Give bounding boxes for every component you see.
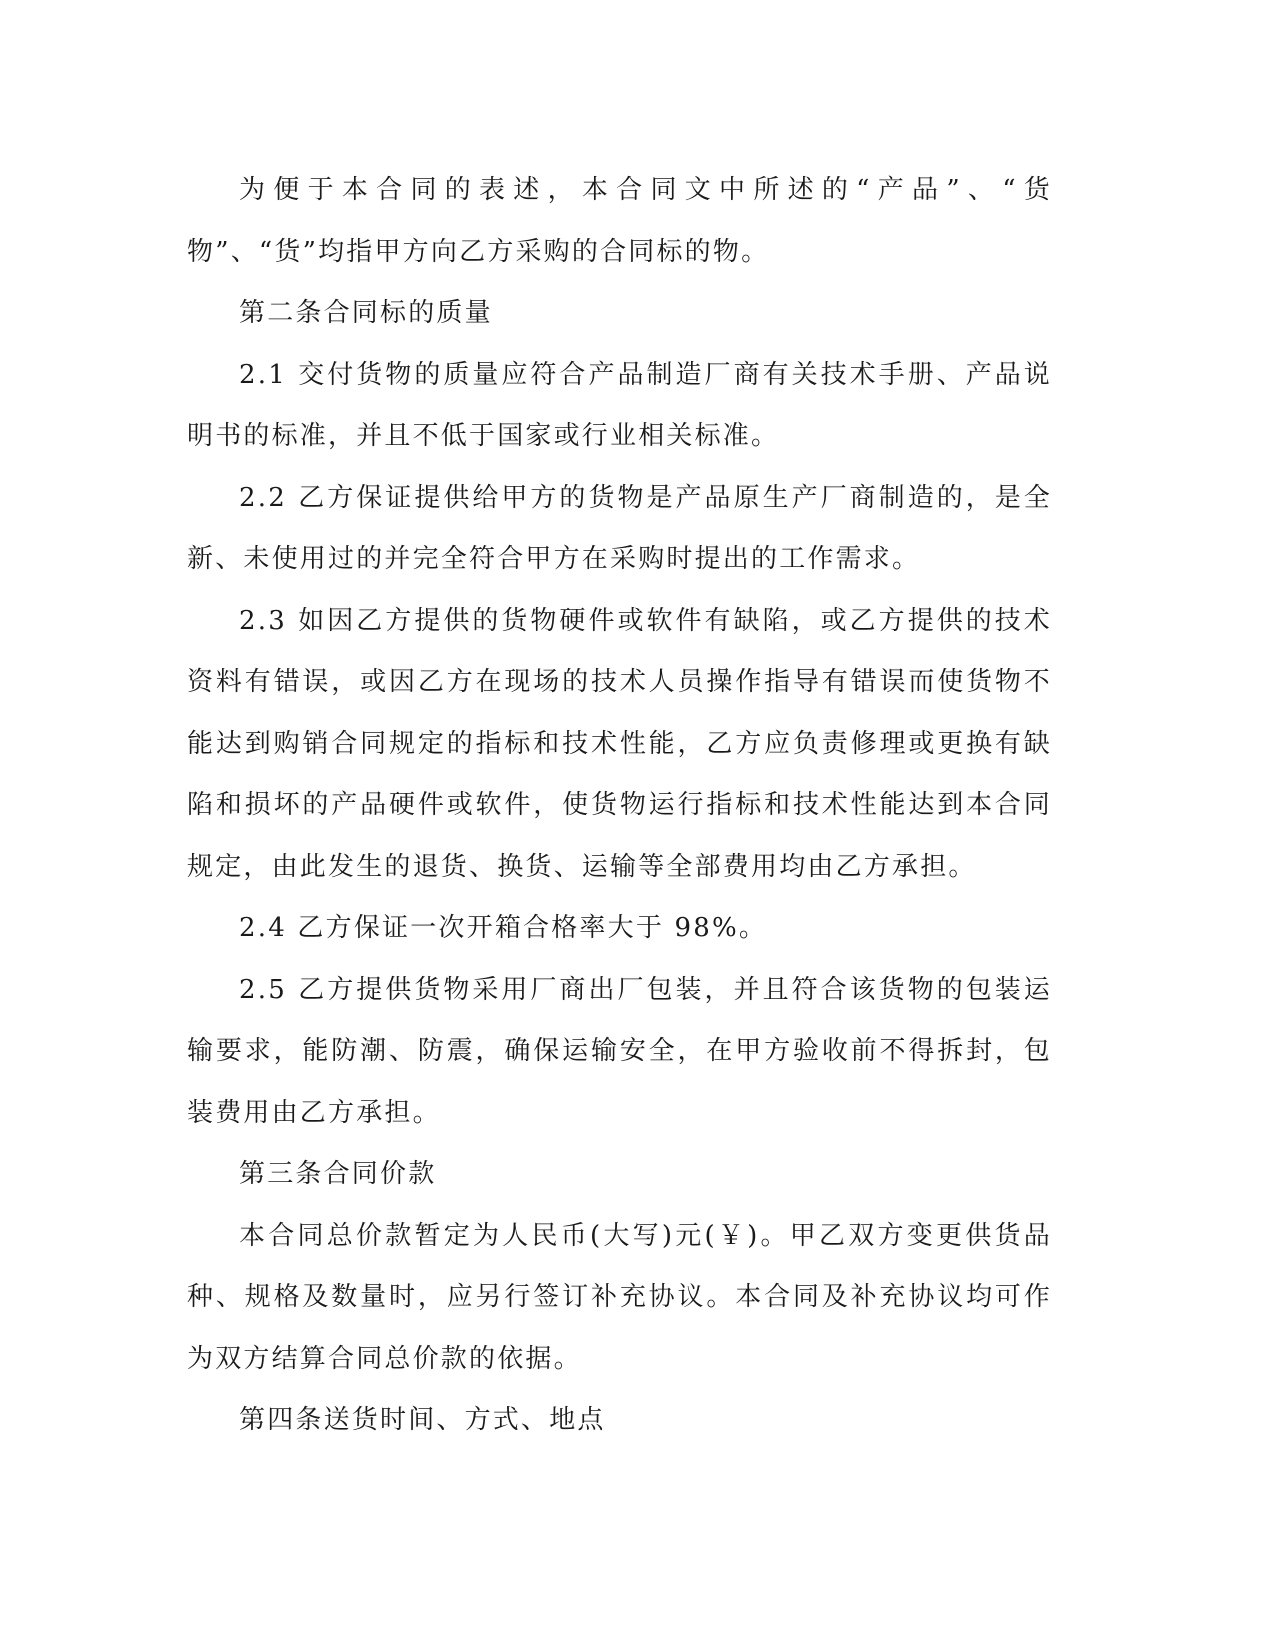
section-heading-article-2: 第二条合同标的质量	[239, 298, 493, 328]
clause-2-3: 2.3 如因乙方提供的货物硬件或软件有缺陷，或乙方提供的技术资料有错误，或因乙方在现场的技术人员操作指导有错误而使货物不能达到购销合同规定的指标和技术性能，乙方应负责修理或更换有缺陷和损坏的产品硬件或软件，使货物运行指标和技术性能达到本合同规定，由此发生的退货、换货、运输等全部费用均由乙方承担。	[187, 605, 1052, 882]
section-heading-article-4: 第四条送货时间、方式、地点	[239, 1405, 606, 1435]
clause-2-2: 2.2 乙方保证提供给甲方的货物是产品原生产厂商制造的，是全新、未使用过的并完全符合甲方在采购时提出的工作需求。	[187, 482, 1052, 574]
paragraph-definition: 为便于本合同的表述，本合同文中所述的“产品”、“货物”、“货”均指甲方向乙方采购的合同标的物。	[187, 175, 1052, 267]
clause-2-4: 2.4 乙方保证一次开箱合格率大于 98%。	[239, 913, 768, 943]
clause-2-1: 2.1 交付货物的质量应符合产品制造厂商有关技术手册、产品说明书的标准，并且不低于国家或行业相关标准。	[187, 359, 1052, 451]
paragraph-contract-price: 本合同总价款暂定为人民币(大写)元(￥)。甲乙双方变更供货品种、规格及数量时，应另行签订补充协议。本合同及补充协议均可作为双方结算合同总价款的依据。	[187, 1220, 1052, 1374]
document-body	[187, 160, 1052, 1452]
clause-2-5: 2.5 乙方提供货物采用厂商出厂包装，并且符合该货物的包装运输要求，能防潮、防震，确保运输安全，在甲方验收前不得拆封，包装费用由乙方承担。	[187, 974, 1052, 1128]
section-heading-article-3: 第三条合同价款	[239, 1159, 437, 1189]
